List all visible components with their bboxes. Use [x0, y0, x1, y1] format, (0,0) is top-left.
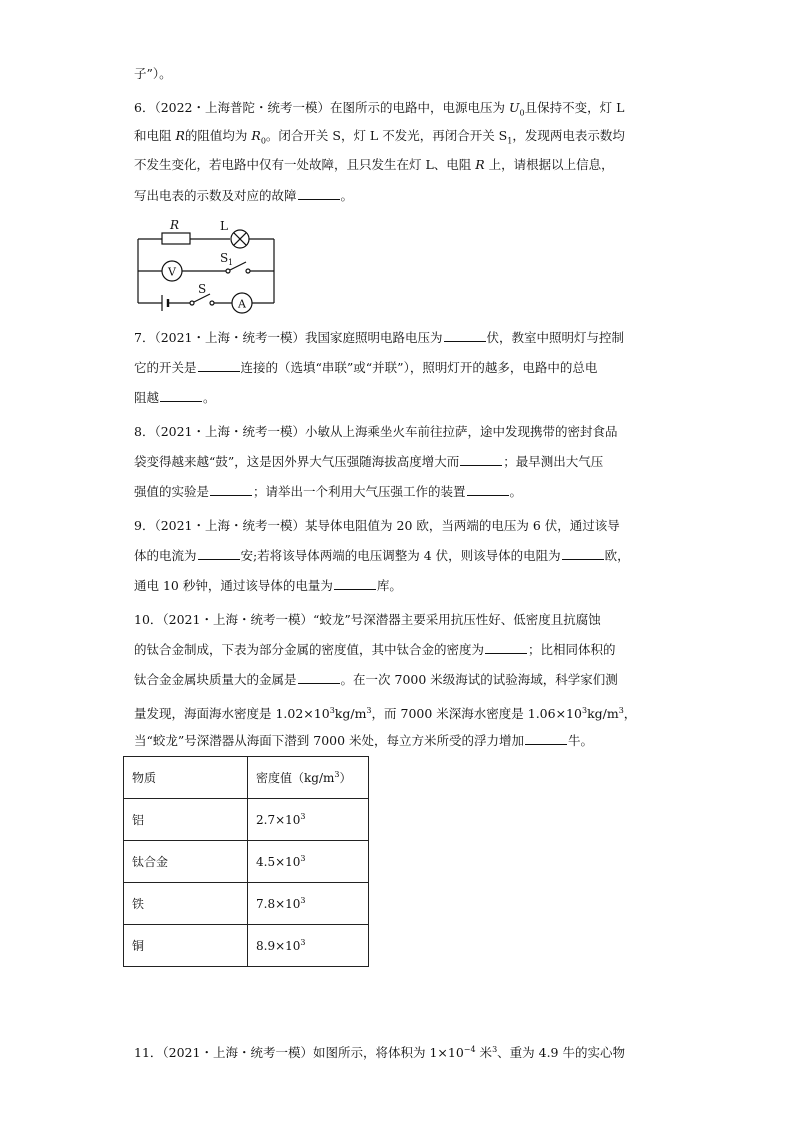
- question-6-line-1: [134, 100, 624, 122]
- text: 的阻值均为: [184, 128, 252, 143]
- label-S1: S: [220, 251, 229, 265]
- var-R: R: [175, 128, 185, 143]
- text: 通电 10 秒钟，通过该导体的电量为: [134, 578, 333, 593]
- text: 写出电表的示数及对应的故障: [134, 188, 297, 203]
- text: ；最早测出大气压: [503, 454, 604, 469]
- question-8-line-3: [134, 484, 522, 500]
- question-11-line-1: [134, 1042, 625, 1061]
- question-7-line-3: [134, 390, 216, 406]
- question-10-line-1: [134, 612, 601, 628]
- answer-blank[interactable]: [160, 390, 202, 402]
- table-cell: 铜: [124, 925, 248, 967]
- text: 11．（2021・上海・统考一模）如图所示，将体积为 1×10: [134, 1045, 464, 1061]
- sup: −4: [463, 1045, 476, 1054]
- text: 当“蛟龙”号深潜器从海面下潜到 7000 米处，每立方米所受的浮力增加: [134, 733, 525, 748]
- text: ；比相同体积的: [528, 642, 616, 657]
- meter-A-label: A: [238, 297, 246, 311]
- text: 和电阻: [134, 128, 176, 143]
- question-6-line-4: [134, 188, 353, 204]
- switch-contact: [246, 269, 250, 273]
- text: 牛。: [568, 733, 594, 748]
- text: 且保持不变，灯 L: [524, 100, 625, 115]
- text: 强值的实验是: [134, 484, 210, 499]
- text: 8．（2021・上海・统考一模）小敏从上海乘坐火车前往拉萨，途中发现携带的密封食品: [134, 424, 618, 439]
- text: 、重为 4.9 牛的实心物: [497, 1045, 625, 1061]
- table-row: [124, 799, 369, 841]
- switch-contact: [226, 269, 230, 273]
- text: 7.8×10: [256, 897, 301, 911]
- sub: 0: [519, 108, 525, 118]
- question-7-line-2: [134, 360, 597, 376]
- question-10-line-3: [134, 672, 618, 688]
- text: 米: [475, 1045, 493, 1061]
- label-R: R: [170, 218, 180, 232]
- text: ）: [339, 771, 352, 785]
- table-cell: [248, 799, 369, 841]
- answer-blank[interactable]: [562, 548, 604, 560]
- question-7-line-1: [134, 330, 624, 346]
- table-cell: [248, 883, 369, 925]
- var-R0: R: [251, 128, 261, 143]
- text: kg/m: [334, 706, 367, 722]
- var-R: R: [475, 157, 485, 172]
- table-cell: 铁: [124, 883, 248, 925]
- text: 10．（2021・上海・统考一模）“蛟龙”号深潜器主要采用抗压性好、低密度且抗腐蚀: [134, 612, 601, 627]
- label-S: S: [198, 282, 207, 296]
- sub: 1: [507, 136, 513, 146]
- sup: 3: [366, 706, 372, 715]
- question-10-line-5: [134, 733, 593, 749]
- answer-blank[interactable]: [298, 188, 340, 200]
- answer-blank[interactable]: [334, 578, 376, 590]
- question-9-line-2: [134, 548, 630, 564]
- answer-blank[interactable]: [198, 548, 240, 560]
- sup: 3: [334, 770, 340, 779]
- var-U: U: [509, 100, 520, 115]
- text: 上，请根据以上信息，: [484, 157, 614, 172]
- text: 2.7×10: [256, 813, 301, 827]
- sup: 3: [581, 706, 588, 715]
- switch-contact: [210, 301, 214, 305]
- sup: 3: [329, 706, 335, 715]
- question-9-line-1: [134, 518, 620, 534]
- text: 9．（2021・上海・统考一模）某导体电阻值为 20 欧，当两端的电压为 6 伏，通过该导: [134, 518, 620, 533]
- table-row: [124, 841, 369, 883]
- sup: 3: [300, 854, 306, 863]
- text: 。在一次 7000 米级海试的试验海域，科学家们测: [340, 672, 618, 687]
- text: 欧，: [604, 548, 630, 563]
- text: 体的电流为: [134, 548, 197, 563]
- answer-blank[interactable]: [467, 484, 509, 496]
- text: 连接的（选填“串联”或“并联”），照明灯开的越多，电路中的总电: [240, 360, 598, 375]
- text: 钛合金金属块质量大的金属是: [134, 672, 297, 687]
- text: 安;若将该导体两端的电压调整为 4 伏，则该导体的电阻为: [240, 548, 561, 563]
- sup: 3: [618, 706, 624, 715]
- text: ；请举出一个利用大气压强工作的装置: [253, 484, 466, 499]
- question-8-line-1: [134, 424, 618, 440]
- sup: 3: [300, 812, 306, 821]
- question-9-line-3: [134, 578, 402, 594]
- text: 密度值（kg/m: [256, 771, 335, 785]
- density-table: [123, 756, 369, 967]
- text: 。: [203, 390, 216, 405]
- answer-blank[interactable]: [525, 733, 567, 745]
- answer-blank[interactable]: [298, 672, 340, 684]
- text: ，: [623, 706, 637, 722]
- text: 它的开关是: [134, 360, 197, 375]
- question-6-line-2: [134, 128, 625, 150]
- table-row: [124, 883, 369, 925]
- text: 。闭合开关 S，灯 L 不发光，再闭合开关 S: [265, 128, 508, 143]
- text: 袋变得越来越“鼓”，这是因外界大气压强随海拔高度增大而: [134, 454, 460, 469]
- table-header-cell: [248, 757, 369, 799]
- text: 库。: [376, 578, 402, 593]
- text: 量发现，海面海水密度是 1.02×10: [134, 706, 330, 722]
- sub: 0: [260, 136, 266, 146]
- text: 子”）。: [134, 66, 172, 81]
- sup: 3: [300, 896, 306, 905]
- table-cell: [248, 841, 369, 883]
- text: ，而 7000 米深海水密度是 1.06×10: [371, 706, 582, 722]
- table-cell: 铝: [124, 799, 248, 841]
- table-cell: [248, 925, 369, 967]
- label-S1-sub: 1: [228, 258, 234, 267]
- label-L: L: [220, 219, 228, 233]
- table-row: [124, 925, 369, 967]
- sup: 3: [300, 938, 306, 947]
- sup: 3: [492, 1045, 498, 1054]
- circuit-diagram: [132, 218, 282, 316]
- question-6-line-3: [134, 157, 614, 173]
- text: 8.9×10: [256, 939, 301, 953]
- text: 7．（2021・上海・统考一模）我国家庭照明电路电压为: [134, 330, 443, 345]
- text: 阻越: [134, 390, 160, 405]
- table-cell: 钛合金: [124, 841, 248, 883]
- switch-contact: [190, 301, 194, 305]
- text: kg/m: [587, 706, 619, 722]
- text: 。: [509, 484, 523, 499]
- text: 伏，教室中照明灯与控制: [486, 330, 625, 345]
- text: ，发现两电表示数均: [512, 128, 625, 143]
- text: 。: [340, 188, 354, 203]
- text: 不发生变化，若电路中仅有一处故障，且只发生在灯 L、电阻: [134, 157, 476, 172]
- answer-blank[interactable]: [210, 484, 252, 496]
- resistor-R: [162, 233, 190, 244]
- text: 的钛合金制成，下表为部分金属的密度值，其中钛合金的密度为: [134, 642, 485, 657]
- table-header-cell: 物质: [124, 757, 248, 799]
- question-8-line-2: [134, 454, 603, 470]
- answer-blank[interactable]: [460, 454, 502, 466]
- question-10-line-4: [134, 703, 636, 722]
- answer-blank[interactable]: [485, 642, 527, 654]
- text: 6．（2022・上海普陀・统考一模）在图所示的电路中，电源电压为: [134, 100, 509, 115]
- answer-blank[interactable]: [198, 360, 240, 372]
- question-10-line-2: [134, 642, 616, 658]
- table-header-row: [124, 757, 369, 799]
- text-line: [134, 66, 172, 82]
- meter-V-label: V: [168, 265, 176, 279]
- text: 4.5×10: [256, 855, 301, 869]
- answer-blank[interactable]: [444, 330, 486, 342]
